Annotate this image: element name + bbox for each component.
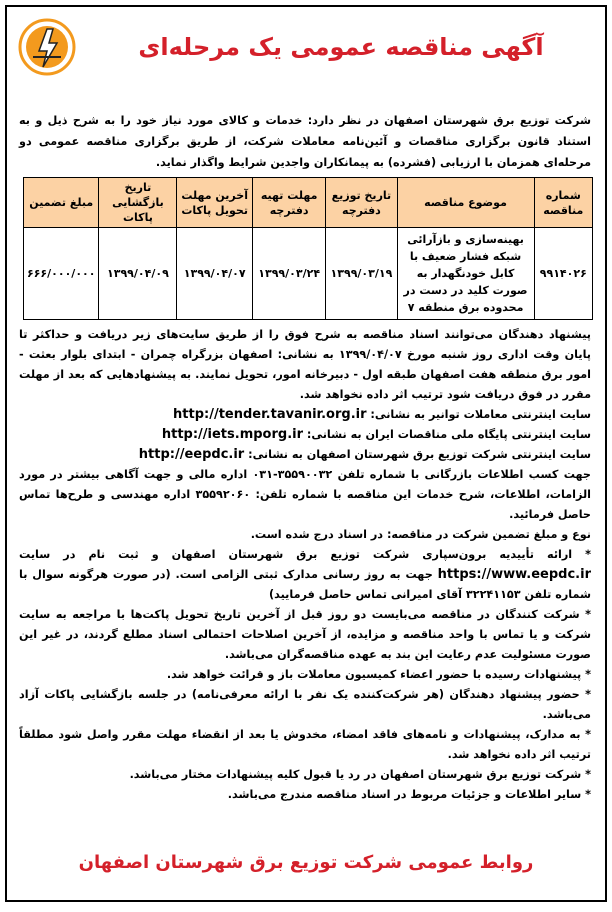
guarantee-label: نوع و مبلغ تضمین شرکت در مناقصه: — [386, 528, 591, 541]
tender-notice — [5, 5, 607, 902]
bullet-text: * ارائه تأییدیه برون‌سپاری شرکت توزیع برق شهرستان اصفهان و ثبت نام در سایت — [19, 548, 591, 561]
tavanir-logo-icon — [17, 17, 77, 77]
cell-opening-date: ۱۳۹۹/۰۴/۰۹ — [99, 228, 177, 320]
bullet-amendments: * شرکت کنندگان در مناقصه می‌بایست دو روز قبل از آخرین تاریخ تحویل پاکت‌ها با مراجعه به سایت شرکت و یا تماس با واحد مناقصه و مزایده، از آخرین اصلاحات احتمالی اسناد مطلع گردند، در غیر این صورت مسئولیت عدم رعایت این بند به عهده مناقصه‌گران می‌باشد. — [19, 608, 591, 661]
guarantee-paragraph — [19, 525, 591, 545]
table-row — [24, 228, 593, 320]
site-line-eepdc — [19, 445, 591, 465]
notice-title: آگهی مناقصه عمومی یک مرحله‌ای — [138, 33, 544, 61]
submission-paragraph: پیشنهاد دهندگان می‌توانند اسناد مناقصه به شرح فوق را از طریق سایت‌های زیر دریافت و حداکثر تا پایان وقت اداری روز شنبه مورخ ۱۳۹۹/۰۴/۰۷ به نشانی: اصفهان بزرگراه چمران - ابتدای بلوار بعثت - امور برق منطقه هفت اصفهان طبقه اول - دبیرخانه امور، تحویل نمایند. به پیشنهادهایی که بعد از مهلت مقرر در فوق دریافت شود ترتیب اثر داده نخواهد شد. — [19, 328, 591, 401]
tender-table — [23, 177, 593, 320]
bullet-invalid-docs: * به مدارک، پیشنهادات و نامه‌های فاقد امضاء، مخدوش یا بعد از انقضاء مهلت مقرر واصل شود مطلقاً ترتیب اثر داده نخواهد شد. — [19, 728, 591, 761]
table-header-row — [24, 178, 593, 228]
header-subject: موضوع مناقصه — [397, 178, 534, 228]
cell-preparation-deadline: ۱۳۹۹/۰۳/۲۴ — [252, 228, 325, 320]
header-opening-date: تاریخ بازگشایی پاکات — [99, 178, 177, 228]
site-line-iets — [19, 425, 591, 445]
site-label: سایت اینترنتی شرکت توزیع برق شهرستان اصفهان به نشانی: — [248, 448, 591, 461]
contact-paragraph: جهت کسب اطلاعات بازرگانی با شماره تلفن ۳۵۵۹۰۰۳۲-۰۳۱ اداره مالی و جهت آگاهی بیشتر در مورد الزامات، اطلاعات، شرح خدمات این مناقصه با شماره تلفن: ۳۵۵۹۲۰۶۰ اداره مهندسی و طرح‌ها تماس حاصل فرمائید. — [19, 468, 591, 521]
cell-number: ۹۹۱۴۰۲۶ — [534, 228, 592, 320]
bullet-text: جهت به روز رسانی مدارک ثبتی الزامی است. (در صورت هرگونه سوال با شماره تلفن ۳۲۲۴۱۱۵۳ آقای امیرانی تماس حاصل فرمایید) — [19, 568, 591, 601]
header-distribution-date: تاریخ توزیع دفترچه — [326, 178, 397, 228]
intro-paragraph: شرکت توزیع برق شهرستان اصفهان در نظر دارد: خدمات و کالای مورد نیاز خود را به شرح ذیل و به استناد قانون برگزاری مناقصات و آئین‌نامه معاملات شرکت، از طریق برگزاری مناقصه عمومی دو مرحله‌ای همزمان با ارزیابی (فشرده) به پیمانکاران واجدین شرایط واگذار نماید. — [19, 114, 591, 169]
cell-distribution-date: ۱۳۹۹/۰۳/۱۹ — [326, 228, 397, 320]
header-delivery-deadline: آخرین مهلت تحویل پاکات — [177, 178, 253, 228]
footer-signature: روابط عمومی شرکت توزیع برق شهرستان اصفهان — [78, 852, 534, 873]
bullet-rights: * شرکت توزیع برق شهرستان اصفهان در رد یا قبول کلیه پیشنهادات مختار می‌باشد. — [129, 768, 591, 781]
site-line-tavanir — [19, 405, 591, 425]
eepdc-https-url-link[interactable]: https://www.eepdc.ir — [437, 567, 591, 582]
header-preparation-deadline: مهلت تهیه دفترچه — [252, 178, 325, 228]
iets-url-link[interactable]: http://iets.mporg.ir — [161, 427, 303, 442]
guarantee-text: در اسناد درج شده است. — [250, 528, 384, 541]
bullet-opening: * پیشنهادات رسیده با حضور اعضاء کمیسیون معاملات باز و قرائت خواهد شد. — [166, 668, 591, 681]
site-label: سایت اینترنتی پایگاه ملی مناقصات ایران به نشانی: — [306, 428, 591, 441]
cell-delivery-deadline: ۱۳۹۹/۰۴/۰۷ — [177, 228, 253, 320]
bullet-attendance: * حضور پیشنهاد دهندگان (هر شرکت‌کننده یک نفر با ارائه معرفی‌نامه) در جلسه بازگشایی پاکات آزاد می‌باشد. — [19, 688, 591, 721]
site-label: سایت اینترنتی معاملات توانیر به نشانی: — [370, 408, 591, 421]
eepdc-url-link[interactable]: http://eepdc.ir — [138, 447, 245, 462]
bullet-registration — [19, 545, 591, 605]
header-guarantee: مبلغ تضمین — [24, 178, 99, 228]
tavanir-url-link[interactable]: http://tender.tavanir.org.ir — [173, 407, 367, 422]
cell-subject: بهینه‌سازی و بازآرائی شبکه فشار ضعیف با کابل خودنگهدار به صورت کلید در دست در محدوده برق منطقه ۷ — [397, 228, 534, 320]
notice-body — [19, 325, 591, 805]
cell-guarantee: ۶۶۶/۰۰۰/۰۰۰ — [24, 228, 99, 320]
header-number: شماره مناقصه — [534, 178, 592, 228]
bullet-details: * سایر اطلاعات و جزئیات مربوط در اسناد مناقصه مندرج می‌باشد. — [227, 788, 591, 801]
